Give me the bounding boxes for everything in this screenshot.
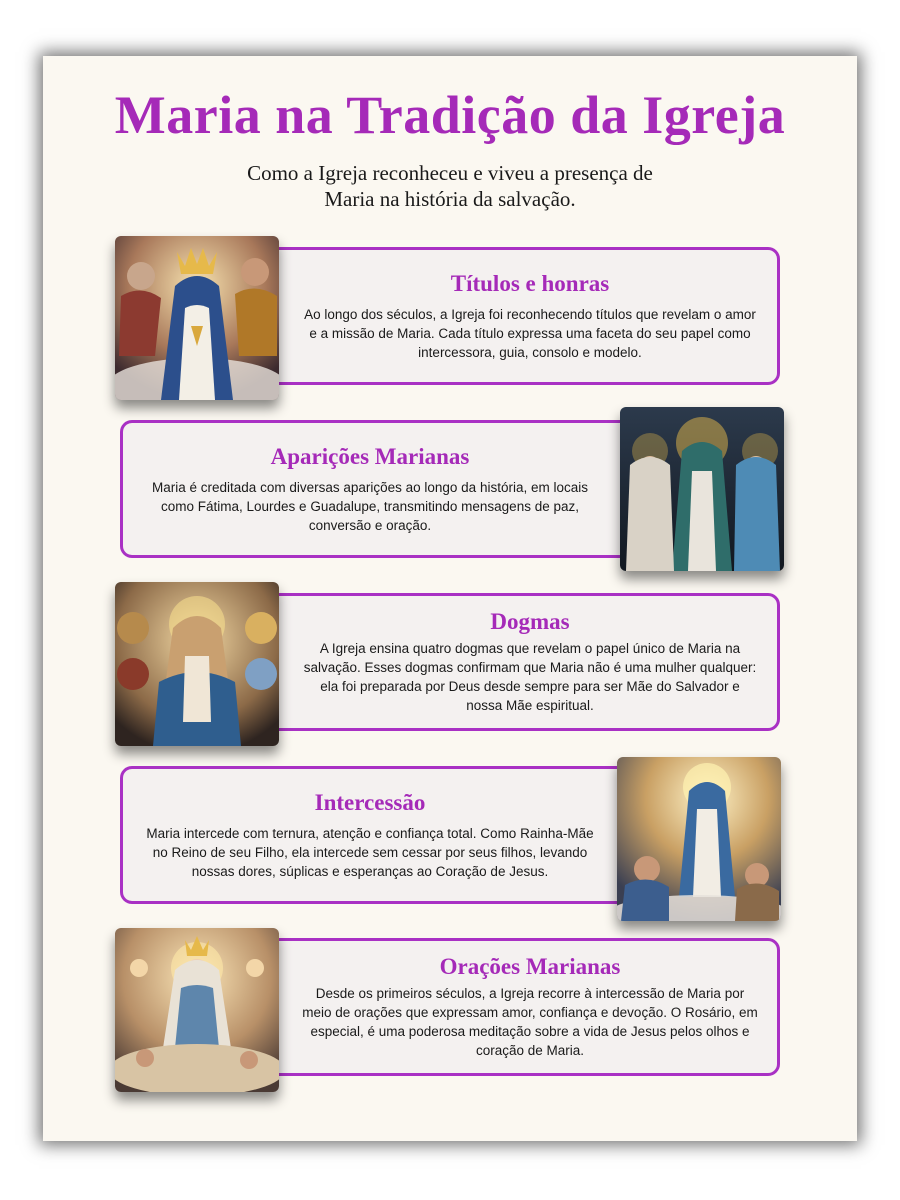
prayers-image bbox=[115, 928, 279, 1092]
section-title: Intercessão bbox=[314, 789, 426, 815]
section-card-oracoes bbox=[258, 938, 780, 1076]
section-text: Ao longo dos séculos, a Igreja foi reconhecendo títulos que revelam o amor e a missão de Maria. Cada título expressa uma faceta do seu papel como intercessora, guia, consolo e modelo. bbox=[304, 306, 756, 360]
section-text: Desde os primeiros séculos, a Igreja recorre à intercessão de Maria por meio de orações que expressam amor, confiança e devoção. O Rosário, em especial, é uma poderosa meditação sobre a vida de Jesus pelos olhos e coração de Maria. bbox=[302, 986, 758, 1058]
section-card-titulos bbox=[258, 247, 780, 385]
section-text: Maria intercede com ternura, atenção e confiança total. Como Rainha-Mãe no Reino de seu Filho, ela intercede sem cessar por seus filhos, levando nossas dores, súplicas e esperanças ao Coração de Jesus. bbox=[146, 825, 594, 879]
section-text: A Igreja ensina quatro dogmas que revelam o papel único de Maria na salvação. Esses dogmas confirmam que Maria não é uma mulher qualquer: ela foi preparada por Deus desde sempre para ser Mãe do Salvador e nossa Mãe espiritual. bbox=[303, 641, 757, 713]
section-title: Títulos e honras bbox=[450, 270, 610, 296]
section-title: Orações Marianas bbox=[439, 954, 621, 979]
coronation-image bbox=[115, 236, 279, 400]
section-text: Maria é creditada com diversas aparições ao longo da história, em locais como Fátima, Lourdes e Guadalupe, transmitindo mensagens de paz, conversão e oração. bbox=[152, 479, 588, 533]
dogmas-image bbox=[115, 582, 279, 746]
section-card-dogmas bbox=[258, 593, 780, 731]
section-card-intercessao bbox=[120, 766, 642, 904]
intercession-image bbox=[617, 757, 781, 921]
apparitions-image bbox=[620, 407, 784, 571]
section-title: Aparições Marianas bbox=[270, 443, 470, 469]
section-title: Dogmas bbox=[490, 609, 570, 634]
page-subtitle: Como a Igreja reconheceu e viveu a presença de Maria na história da salvação. bbox=[247, 161, 653, 211]
page-title: Maria na Tradição da Igreja bbox=[114, 85, 786, 145]
section-card-aparicoes bbox=[120, 420, 642, 558]
